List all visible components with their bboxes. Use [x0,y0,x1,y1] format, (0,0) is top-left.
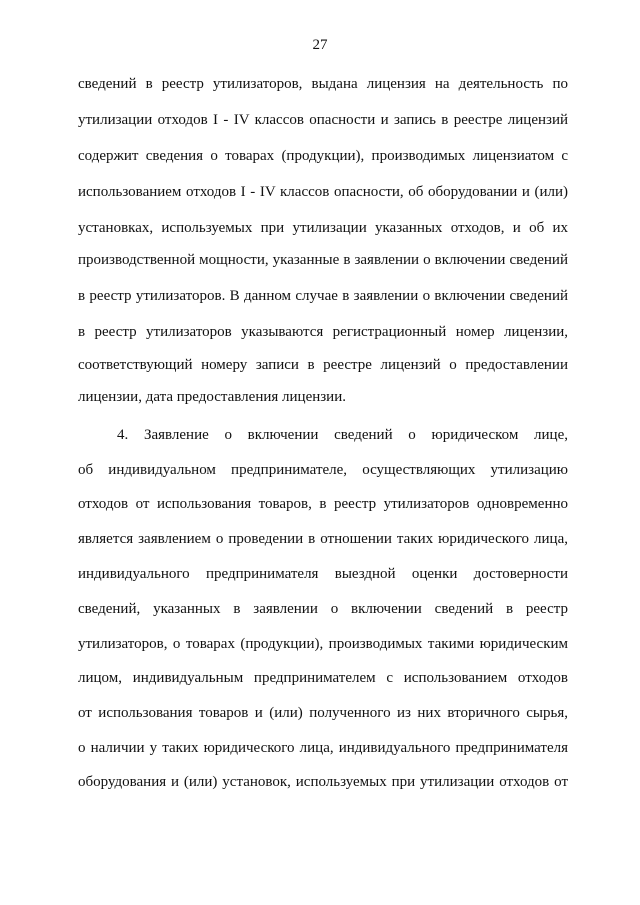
text-line: утилизации отходов I - IV классов опасности и запись в реестре лицензий [78,112,568,128]
text-line: содержит сведения о товарах (продукции), производимых лицензиатом с [78,148,568,164]
text-line: сведений в реестр утилизаторов, выдана лицензия на деятельность по [78,76,568,92]
text-line: оборудования и (или) установок, используемых при утилизации отходов от [78,774,568,790]
text-line: является заявлением о проведении в отношении таких юридического лица, [78,531,568,547]
text-line: в реестр утилизаторов. В данном случае в заявлении о включении сведений [78,288,568,304]
text-line: производственной мощности, указанные в заявлении о включении сведений [78,252,568,268]
text-line: утилизаторов, о товарах (продукции), производимых такими юридическим [78,636,568,652]
text-line: в реестр утилизаторов указываются регистрационный номер лицензии, [78,324,568,340]
text-line: соответствующий номеру записи в реестре лицензий о предоставлении [78,357,568,373]
text-line: о наличии у таких юридического лица, индивидуального предпринимателя [78,740,568,756]
text-line: от использования товаров и (или) полученного из них вторичного сырья, [78,705,568,721]
page-number: 27 [312,37,328,53]
text-line: сведений, указанных в заявлении о включении сведений в реестр [78,601,568,617]
paragraph-4-start: 4. Заявление о включении сведений о юридическом лице, [117,427,568,443]
text-line: лицензии, дата предоставления лицензии. [78,389,346,405]
text-line: отходов от использования товаров, в реестр утилизаторов одновременно [78,496,568,512]
text-line: использованием отходов I - IV классов опасности, об оборудовании и (или) [78,184,568,200]
text-line: лицом, индивидуальным предпринимателем с использованием отходов [78,670,568,686]
text-line: индивидуального предпринимателя выездной оценки достоверности [78,566,568,582]
text-line: установках, используемых при утилизации указанных отходов, и об их [78,220,568,236]
text-line: об индивидуальном предпринимателе, осуществляющих утилизацию [78,462,568,478]
